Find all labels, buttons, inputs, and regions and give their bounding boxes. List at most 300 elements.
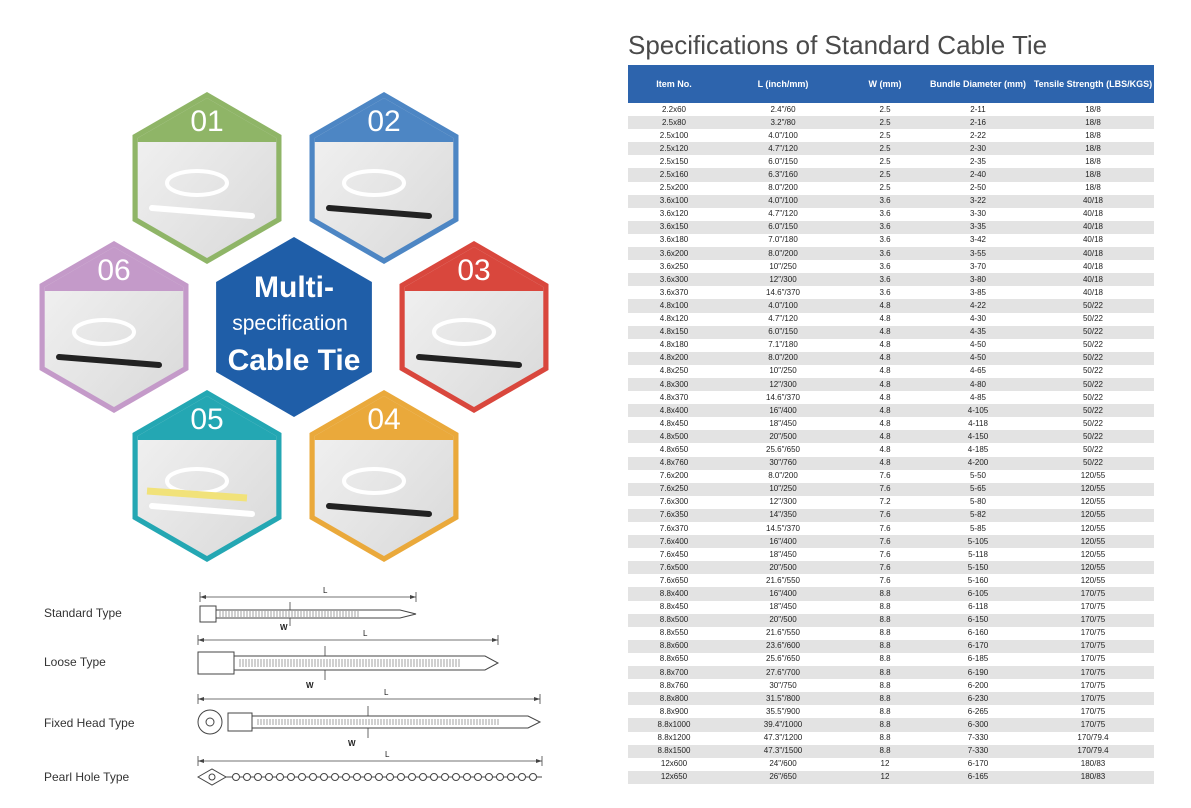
width-label: W (306, 681, 314, 690)
table-cell: 7.6x200 (628, 470, 720, 483)
table-cell: 5-160 (924, 574, 1032, 587)
table-row (628, 404, 1154, 417)
table-cell: 47.3"/1200 (720, 732, 846, 745)
table-row (628, 666, 1154, 679)
table-cell: 4-30 (924, 313, 1032, 326)
table-row (628, 260, 1154, 273)
table-row (628, 234, 1154, 247)
table-cell: 2-11 (924, 103, 1032, 116)
table-row (628, 535, 1154, 548)
table-cell: 4-105 (924, 404, 1032, 417)
fixed-head-tie-diagram (198, 688, 540, 748)
table-cell: 4.8x180 (628, 339, 720, 352)
table-cell: 7.6 (846, 483, 924, 496)
table-cell: 4.8x650 (628, 443, 720, 456)
table-cell: 6-170 (924, 640, 1032, 653)
table-cell: 3.6 (846, 273, 924, 286)
table-cell: 4.7"/120 (720, 208, 846, 221)
table-cell: 4-65 (924, 365, 1032, 378)
table-cell: 18/8 (1032, 168, 1154, 181)
center-title-line2: specification (232, 312, 348, 335)
table-cell: 5-80 (924, 496, 1032, 509)
table-cell: 12x650 (628, 771, 720, 784)
table-row (628, 522, 1154, 535)
table-row (628, 574, 1154, 587)
table-cell: 3.6 (846, 221, 924, 234)
table-cell: 18"/450 (720, 548, 846, 561)
table-cell: 8.8 (846, 745, 924, 758)
table-row (628, 443, 1154, 456)
hex-number: 04 (367, 403, 401, 436)
table-cell: 5-85 (924, 522, 1032, 535)
table-cell: 8.8x1000 (628, 718, 720, 731)
table-cell: 2-50 (924, 182, 1032, 195)
table-cell: 6.3"/160 (720, 168, 846, 181)
table-cell: 7.6x300 (628, 496, 720, 509)
table-cell: 7.0"/180 (720, 234, 846, 247)
table-cell: 8.8x1500 (628, 745, 720, 758)
table-cell: 170/79.4 (1032, 732, 1154, 745)
table-cell: 6-160 (924, 627, 1032, 640)
table-cell: 180/83 (1032, 771, 1154, 784)
table-cell: 7.6 (846, 470, 924, 483)
table-row (628, 601, 1154, 614)
table-cell: 2-16 (924, 116, 1032, 129)
table-cell: 12"/300 (720, 378, 846, 391)
table-cell: 3.6 (846, 260, 924, 273)
table-row (628, 155, 1154, 168)
table-cell: 6-200 (924, 679, 1032, 692)
table-cell: 2.5x150 (628, 155, 720, 168)
hex-number: 06 (97, 254, 131, 287)
table-cell: 20"/500 (720, 561, 846, 574)
hex-tile-06 (28, 241, 200, 413)
table-cell: 6-170 (924, 758, 1032, 771)
table-cell: 5-118 (924, 548, 1032, 561)
table-row (628, 129, 1154, 142)
table-cell: 2.5x80 (628, 116, 720, 129)
table-cell: 8.8 (846, 692, 924, 705)
table-cell: 25.6"/650 (720, 443, 846, 456)
table-cell: 7.6 (846, 548, 924, 561)
table-cell: 35.5"/900 (720, 705, 846, 718)
pearl-hole-tie-diagram (198, 750, 542, 785)
table-row (628, 548, 1154, 561)
table-cell: 18/8 (1032, 155, 1154, 168)
table-cell: 170/75 (1032, 587, 1154, 600)
table-cell: 4.8 (846, 391, 924, 404)
spec-title: Specifications of Standard Cable Tie (628, 30, 1048, 60)
table-cell: 2-22 (924, 129, 1032, 142)
table-cell: 8.8x800 (628, 692, 720, 705)
table-cell: 4.7"/120 (720, 142, 846, 155)
table-cell: 8.8 (846, 679, 924, 692)
table-row (628, 103, 1154, 116)
table-row (628, 509, 1154, 522)
table-cell: 40/18 (1032, 260, 1154, 273)
table-cell: 4.8x250 (628, 365, 720, 378)
table-cell: 8.8x450 (628, 601, 720, 614)
table-cell: 5-65 (924, 483, 1032, 496)
length-label: L (384, 688, 389, 697)
table-cell: 3-42 (924, 234, 1032, 247)
table-cell: 8.8x650 (628, 653, 720, 666)
table-cell: 18/8 (1032, 129, 1154, 142)
table-row (628, 587, 1154, 600)
table-cell: 50/22 (1032, 352, 1154, 365)
table-cell: 120/55 (1032, 535, 1154, 548)
table-cell: 3.6x180 (628, 234, 720, 247)
table-cell: 8.0"/200 (720, 352, 846, 365)
table-cell: 6-300 (924, 718, 1032, 731)
table-cell: 7.6x650 (628, 574, 720, 587)
table-cell: 4.8x100 (628, 299, 720, 312)
hex-number: 01 (190, 105, 224, 138)
hex-tile-02 (298, 92, 470, 264)
table-cell: 3.6x120 (628, 208, 720, 221)
table-cell: 3.2"/80 (720, 116, 846, 129)
table-cell: 120/55 (1032, 483, 1154, 496)
table-cell: 18/8 (1032, 182, 1154, 195)
table-row (628, 653, 1154, 666)
table-row (628, 142, 1154, 155)
table-cell: 14.6"/370 (720, 286, 846, 299)
table-cell: 6-190 (924, 666, 1032, 679)
table-row (628, 286, 1154, 299)
table-cell: 6-185 (924, 653, 1032, 666)
table-cell: 8.8 (846, 587, 924, 600)
table-row (628, 195, 1154, 208)
table-row (628, 483, 1154, 496)
table-row (628, 247, 1154, 260)
table-cell: 4.8x300 (628, 378, 720, 391)
header-tensile-strength: Tensile Strength (LBS/KGS) (1032, 65, 1154, 103)
table-row (628, 208, 1154, 221)
table-cell: 4.8 (846, 430, 924, 443)
center-title-line3: Cable Tie (227, 344, 361, 377)
table-cell: 3.6x370 (628, 286, 720, 299)
table-cell: 120/55 (1032, 509, 1154, 522)
table-cell: 2.5 (846, 182, 924, 195)
table-cell: 170/75 (1032, 666, 1154, 679)
table-cell: 3.6x100 (628, 195, 720, 208)
hex-tile-05 (121, 390, 293, 562)
type-label-standard: Standard Type (44, 606, 122, 620)
table-cell: 120/55 (1032, 548, 1154, 561)
table-cell: 120/55 (1032, 470, 1154, 483)
table-cell: 30"/750 (720, 679, 846, 692)
table-cell: 18"/450 (720, 601, 846, 614)
table-cell: 50/22 (1032, 430, 1154, 443)
table-cell: 21.6"/550 (720, 574, 846, 587)
table-cell: 12"/300 (720, 496, 846, 509)
table-cell: 8.8 (846, 653, 924, 666)
spec-table (628, 65, 1154, 784)
table-cell: 2-35 (924, 155, 1032, 168)
table-cell: 10"/250 (720, 483, 846, 496)
table-cell: 50/22 (1032, 313, 1154, 326)
table-cell: 24"/600 (720, 758, 846, 771)
table-cell: 4.8x500 (628, 430, 720, 443)
length-label: L (363, 629, 368, 638)
table-cell: 120/55 (1032, 561, 1154, 574)
table-cell: 31.5"/800 (720, 692, 846, 705)
table-cell: 2.5x120 (628, 142, 720, 155)
table-cell: 18"/450 (720, 417, 846, 430)
table-cell: 7.6x500 (628, 561, 720, 574)
table-cell: 3.6 (846, 247, 924, 260)
table-cell: 4-200 (924, 457, 1032, 470)
table-cell: 40/18 (1032, 247, 1154, 260)
table-cell: 30"/760 (720, 457, 846, 470)
table-cell: 2.2x60 (628, 103, 720, 116)
table-cell: 3.6x300 (628, 273, 720, 286)
table-cell: 12 (846, 758, 924, 771)
table-cell: 4-50 (924, 352, 1032, 365)
header-item-no: Item No. (628, 65, 720, 103)
table-cell: 3.6 (846, 208, 924, 221)
table-row (628, 430, 1154, 443)
table-cell: 3-35 (924, 221, 1032, 234)
table-row (628, 640, 1154, 653)
table-cell: 4.8x450 (628, 417, 720, 430)
table-cell: 4.8x150 (628, 326, 720, 339)
table-cell: 170/75 (1032, 653, 1154, 666)
table-cell: 8.8 (846, 627, 924, 640)
table-cell: 40/18 (1032, 221, 1154, 234)
table-cell: 3.6 (846, 234, 924, 247)
table-cell: 3.6 (846, 195, 924, 208)
table-cell: 4.8 (846, 326, 924, 339)
table-cell: 10"/250 (720, 365, 846, 378)
length-label: L (323, 586, 328, 595)
table-cell: 10"/250 (720, 260, 846, 273)
table-cell: 2-40 (924, 168, 1032, 181)
table-cell: 180/83 (1032, 758, 1154, 771)
table-row (628, 705, 1154, 718)
table-cell: 2.4"/60 (720, 103, 846, 116)
table-cell: 12x600 (628, 758, 720, 771)
table-cell: 27.6"/700 (720, 666, 846, 679)
table-cell: 5-150 (924, 561, 1032, 574)
table-cell: 7.6 (846, 535, 924, 548)
table-row (628, 758, 1154, 771)
table-cell: 40/18 (1032, 195, 1154, 208)
table-cell: 4-80 (924, 378, 1032, 391)
table-row (628, 745, 1154, 758)
table-cell: 6-165 (924, 771, 1032, 784)
table-cell: 50/22 (1032, 443, 1154, 456)
table-cell: 4-85 (924, 391, 1032, 404)
table-cell: 39.4"/1000 (720, 718, 846, 731)
table-cell: 8.8 (846, 666, 924, 679)
table-row (628, 352, 1154, 365)
table-cell: 21.6"/550 (720, 627, 846, 640)
table-cell: 7-330 (924, 732, 1032, 745)
table-cell: 4.0"/100 (720, 195, 846, 208)
table-cell: 18/8 (1032, 116, 1154, 129)
table-cell: 4.8x200 (628, 352, 720, 365)
table-cell: 4.8 (846, 417, 924, 430)
table-cell: 26"/650 (720, 771, 846, 784)
table-cell: 2-30 (924, 142, 1032, 155)
table-cell: 120/55 (1032, 574, 1154, 587)
table-row (628, 365, 1154, 378)
table-cell: 3-85 (924, 286, 1032, 299)
table-cell: 5-50 (924, 470, 1032, 483)
table-cell: 20"/500 (720, 430, 846, 443)
table-cell: 4.8 (846, 365, 924, 378)
table-cell: 8.8 (846, 705, 924, 718)
table-cell: 4.8x120 (628, 313, 720, 326)
table-cell: 8.8 (846, 601, 924, 614)
table-cell: 50/22 (1032, 417, 1154, 430)
table-cell: 8.8x760 (628, 679, 720, 692)
table-cell: 8.8x550 (628, 627, 720, 640)
table-row (628, 116, 1154, 129)
table-cell: 4.8 (846, 378, 924, 391)
table-row (628, 718, 1154, 731)
table-cell: 7.6 (846, 561, 924, 574)
table-cell: 170/75 (1032, 614, 1154, 627)
table-cell: 4.8 (846, 404, 924, 417)
table-cell: 16"/400 (720, 587, 846, 600)
table-cell: 12"/300 (720, 273, 846, 286)
table-cell: 8.8 (846, 614, 924, 627)
table-cell: 50/22 (1032, 404, 1154, 417)
table-row (628, 561, 1154, 574)
table-cell: 8.8 (846, 718, 924, 731)
table-cell: 6-105 (924, 587, 1032, 600)
header-bundle-diameter: Bundle Diameter (mm) (924, 65, 1032, 103)
type-label-fixed-head: Fixed Head Type (44, 716, 135, 730)
table-cell: 3.6 (846, 286, 924, 299)
center-hex (216, 237, 372, 417)
table-cell: 4.8 (846, 443, 924, 456)
table-cell: 4.8x400 (628, 404, 720, 417)
table-cell: 3.6x200 (628, 247, 720, 260)
table-row (628, 417, 1154, 430)
table-cell: 8.8x500 (628, 614, 720, 627)
table-cell: 5-105 (924, 535, 1032, 548)
table-cell: 8.8 (846, 640, 924, 653)
table-cell: 4-185 (924, 443, 1032, 456)
table-cell: 4.8x370 (628, 391, 720, 404)
table-cell: 14"/350 (720, 509, 846, 522)
center-title-line1: Multi- (254, 271, 334, 304)
standard-tie-diagram (200, 586, 416, 632)
table-cell: 8.8x1200 (628, 732, 720, 745)
table-cell: 7.6x450 (628, 548, 720, 561)
table-cell: 18/8 (1032, 103, 1154, 116)
table-cell: 6-265 (924, 705, 1032, 718)
table-cell: 2.5x160 (628, 168, 720, 181)
table-cell: 2.5 (846, 155, 924, 168)
table-cell: 50/22 (1032, 378, 1154, 391)
table-row (628, 378, 1154, 391)
table-cell: 20"/500 (720, 614, 846, 627)
table-cell: 50/22 (1032, 391, 1154, 404)
table-cell: 2.5x100 (628, 129, 720, 142)
table-cell: 4-22 (924, 299, 1032, 312)
type-label-loose: Loose Type (44, 655, 106, 669)
table-cell: 7.6 (846, 574, 924, 587)
table-cell: 7.2 (846, 496, 924, 509)
table-cell: 50/22 (1032, 457, 1154, 470)
table-cell: 170/75 (1032, 601, 1154, 614)
table-row (628, 221, 1154, 234)
table-cell: 7.6 (846, 509, 924, 522)
table-row (628, 627, 1154, 640)
table-row (628, 391, 1154, 404)
spec-table-body (628, 103, 1154, 784)
table-cell: 8.8x400 (628, 587, 720, 600)
table-cell: 3.6x150 (628, 221, 720, 234)
table-cell: 4.8 (846, 457, 924, 470)
table-cell: 170/75 (1032, 640, 1154, 653)
table-cell: 50/22 (1032, 365, 1154, 378)
hex-tile-04 (298, 390, 470, 562)
table-row (628, 771, 1154, 784)
table-cell: 3-70 (924, 260, 1032, 273)
table-cell: 170/79.4 (1032, 745, 1154, 758)
table-cell: 8.8x700 (628, 666, 720, 679)
table-cell: 4.7"/120 (720, 313, 846, 326)
table-cell: 4-118 (924, 417, 1032, 430)
table-cell: 7.6x350 (628, 509, 720, 522)
header-length: L (inch/mm) (720, 65, 846, 103)
hexagon-cluster (0, 0, 600, 580)
header-width: W (mm) (846, 65, 924, 103)
table-row (628, 496, 1154, 509)
table-row (628, 614, 1154, 627)
table-cell: 170/75 (1032, 692, 1154, 705)
table-cell: 7.6x370 (628, 522, 720, 535)
table-row (628, 732, 1154, 745)
hex-number: 05 (190, 403, 224, 436)
table-cell: 6-230 (924, 692, 1032, 705)
table-row (628, 692, 1154, 705)
table-cell: 170/75 (1032, 679, 1154, 692)
table-cell: 4-150 (924, 430, 1032, 443)
table-cell: 2.5 (846, 116, 924, 129)
table-cell: 7-330 (924, 745, 1032, 758)
table-cell: 14.6"/370 (720, 391, 846, 404)
table-cell: 4.8 (846, 339, 924, 352)
table-cell: 50/22 (1032, 339, 1154, 352)
table-cell: 47.3"/1500 (720, 745, 846, 758)
table-row (628, 273, 1154, 286)
table-cell: 2.5 (846, 142, 924, 155)
table-cell: 40/18 (1032, 208, 1154, 221)
table-cell: 3-22 (924, 195, 1032, 208)
table-cell: 3-80 (924, 273, 1032, 286)
table-cell: 8.0"/200 (720, 182, 846, 195)
table-cell: 7.1"/180 (720, 339, 846, 352)
table-cell: 5-82 (924, 509, 1032, 522)
table-row (628, 470, 1154, 483)
table-cell: 8.8 (846, 732, 924, 745)
table-cell: 3-30 (924, 208, 1032, 221)
table-cell: 7.6 (846, 522, 924, 535)
table-row (628, 313, 1154, 326)
length-label: L (385, 750, 390, 759)
table-cell: 4-50 (924, 339, 1032, 352)
table-cell: 7.6x400 (628, 535, 720, 548)
table-cell: 4.8x760 (628, 457, 720, 470)
table-cell: 18/8 (1032, 142, 1154, 155)
table-cell: 170/75 (1032, 627, 1154, 640)
